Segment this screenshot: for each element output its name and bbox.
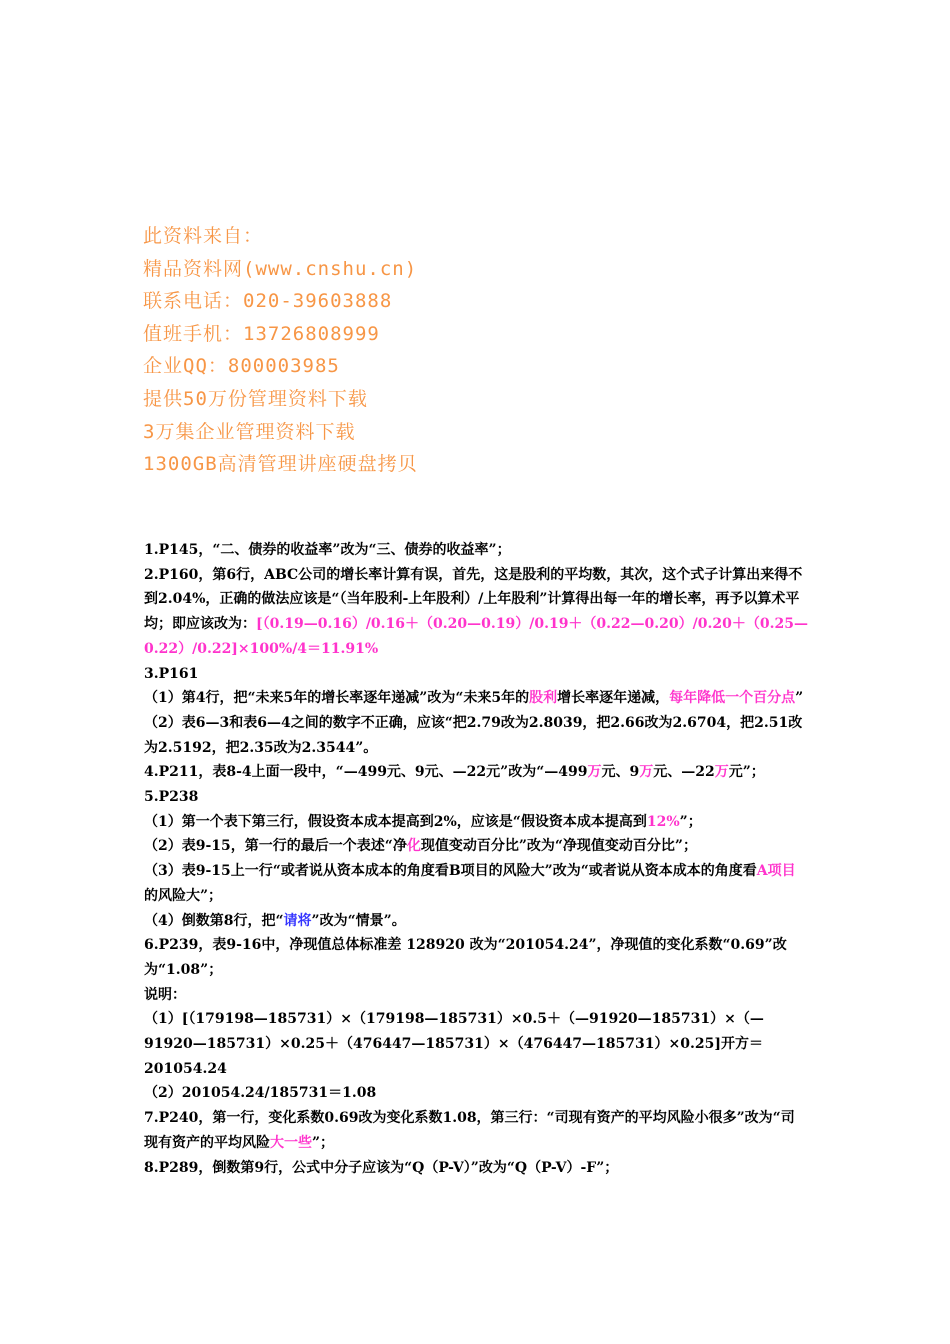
errata-item-5-2 bbox=[144, 834, 808, 859]
errata-text: ”； bbox=[312, 1134, 335, 1151]
promo-block bbox=[143, 220, 563, 481]
promo-line: 此资料来自： bbox=[143, 225, 264, 247]
errata-text: 2.P160，第6行，ABC公司的增长率计算有误，首先，这是股利的平均数，其次，这个式子计算出来得不到2.04%，正确的做法应该是“（当年股利-上年股利）/上年股利”计算得出每一年的增长率，再予以算术平均；即应该改为： bbox=[144, 566, 803, 633]
errata-item-5-4 bbox=[144, 909, 808, 934]
errata-text: 元、—22 bbox=[653, 764, 715, 781]
errata-text: （2）表9-15，第一行的最后一个表述“净 bbox=[144, 838, 407, 855]
promo-line: 联系电话：020-39603888 bbox=[143, 290, 393, 313]
errata-item-3-2: （2）表6—3和表6—4之间的数字不正确，应该“把2.79改为2.8039，把2.66改为2.6704，把2.51改为2.5192，把2.35改为2.3544”。 bbox=[144, 714, 803, 756]
errata-text: 7.P240，第一行，变化系数0.69改为变化系数1.08，第三行：“司现有资产的平均风险小很多”改为“司现有资产的平均风险 bbox=[144, 1110, 795, 1151]
errata-text: ” bbox=[795, 690, 804, 707]
errata-item-5-1 bbox=[144, 810, 808, 835]
promo-line: 企业QQ：800003985 bbox=[143, 355, 340, 378]
highlight-text: 12% bbox=[646, 813, 680, 830]
errata-text: 现值变动百分比”改为“净现值变动百分比”； bbox=[420, 838, 697, 855]
promo-line: 1300GB高清管理讲座硬盘拷贝 bbox=[143, 453, 418, 476]
errata-text: 元”； bbox=[728, 764, 765, 781]
errata-text: （4）倒数第8行，把“ bbox=[144, 912, 284, 929]
errata-text: 4.P211，表8-4上面一段中，“—499元、9元、—22元”改为“—499 bbox=[144, 764, 588, 781]
highlight-text-blue: 请将 bbox=[283, 912, 312, 929]
highlight-text: 股利 bbox=[529, 690, 558, 707]
errata-text: （1）第4行，把“未来5年的增长率逐年递减”改为“未来5年的 bbox=[144, 690, 530, 707]
highlight-text: 万 bbox=[714, 764, 729, 781]
errata-item-1: 1.P145，“二、债券的收益率”改为“三、债券的收益率”； bbox=[144, 542, 511, 558]
errata-text: 的风险大”； bbox=[144, 887, 223, 904]
promo-line: 3万集企业管理资料下载 bbox=[143, 420, 356, 443]
errata-text: （1）第一个表下第三行，假设资本成本提高到2%，应该是“假设资本成本提高到 bbox=[144, 813, 647, 830]
promo-line: 精品资料网(www.cnshu.cn) bbox=[143, 257, 418, 280]
highlight-text: 化 bbox=[406, 838, 421, 855]
highlight-text: 万 bbox=[639, 764, 654, 781]
errata-item-5: 5.P238 bbox=[144, 789, 199, 806]
errata-item-5-3 bbox=[144, 859, 808, 908]
errata-item-3: 3.P161 bbox=[144, 665, 199, 682]
errata-text: 元、9 bbox=[601, 764, 640, 781]
highlight-text: A项目 bbox=[756, 863, 796, 880]
highlight-text: 每年降低一个百分点 bbox=[669, 690, 796, 707]
highlight-text: 万 bbox=[587, 764, 602, 781]
errata-text: （3）表9-15上一行“或者说从资本成本的角度看B项目的风险大”改为“或者说从资本成本的角度看 bbox=[144, 863, 757, 880]
errata-list bbox=[144, 538, 808, 1180]
promo-line: 值班手机：13726808999 bbox=[143, 322, 380, 345]
errata-text: ”； bbox=[679, 813, 702, 830]
errata-note-2: （2）201054.24/185731＝1.08 bbox=[144, 1085, 377, 1102]
errata-text: ”改为“情景”。 bbox=[311, 912, 406, 929]
errata-item-4 bbox=[144, 760, 808, 785]
promo-line: 提供50万份管理资料下载 bbox=[143, 387, 368, 410]
errata-text: 增长率逐年递减， bbox=[557, 690, 670, 707]
errata-item-3-1 bbox=[144, 686, 808, 711]
highlight-text: 大一些 bbox=[270, 1134, 312, 1151]
errata-item-6: 6.P239，表9-16中，净现值总体标准差 128920 改为“201054.24”，净现值的变化系数“0.69”改为“1.08”； bbox=[144, 937, 787, 978]
errata-note-1: （1）[（179198—185731）×（179198—185731）×0.5＋（—91920—185731）×（—91920—185731）×0.25＋（476447—185731）×（476447—185731）×0.25]开方＝201054.24 bbox=[144, 1011, 764, 1077]
errata-item-8: 8.P289，倒数第9行，公式中分子应该为“Q（P-V）”改为“Q（P-V）-F”； bbox=[144, 1159, 619, 1176]
highlight-formula: [（0.19—0.16）/0.16＋（0.20—0.19）/0.19＋（0.22—0.20）/0.20＋（0.25—0.22）/0.22]×100%/4＝11.91% bbox=[144, 616, 808, 657]
errata-item-2 bbox=[144, 563, 808, 662]
errata-item-7 bbox=[144, 1106, 808, 1155]
errata-note-label: 说明： bbox=[144, 986, 186, 1003]
